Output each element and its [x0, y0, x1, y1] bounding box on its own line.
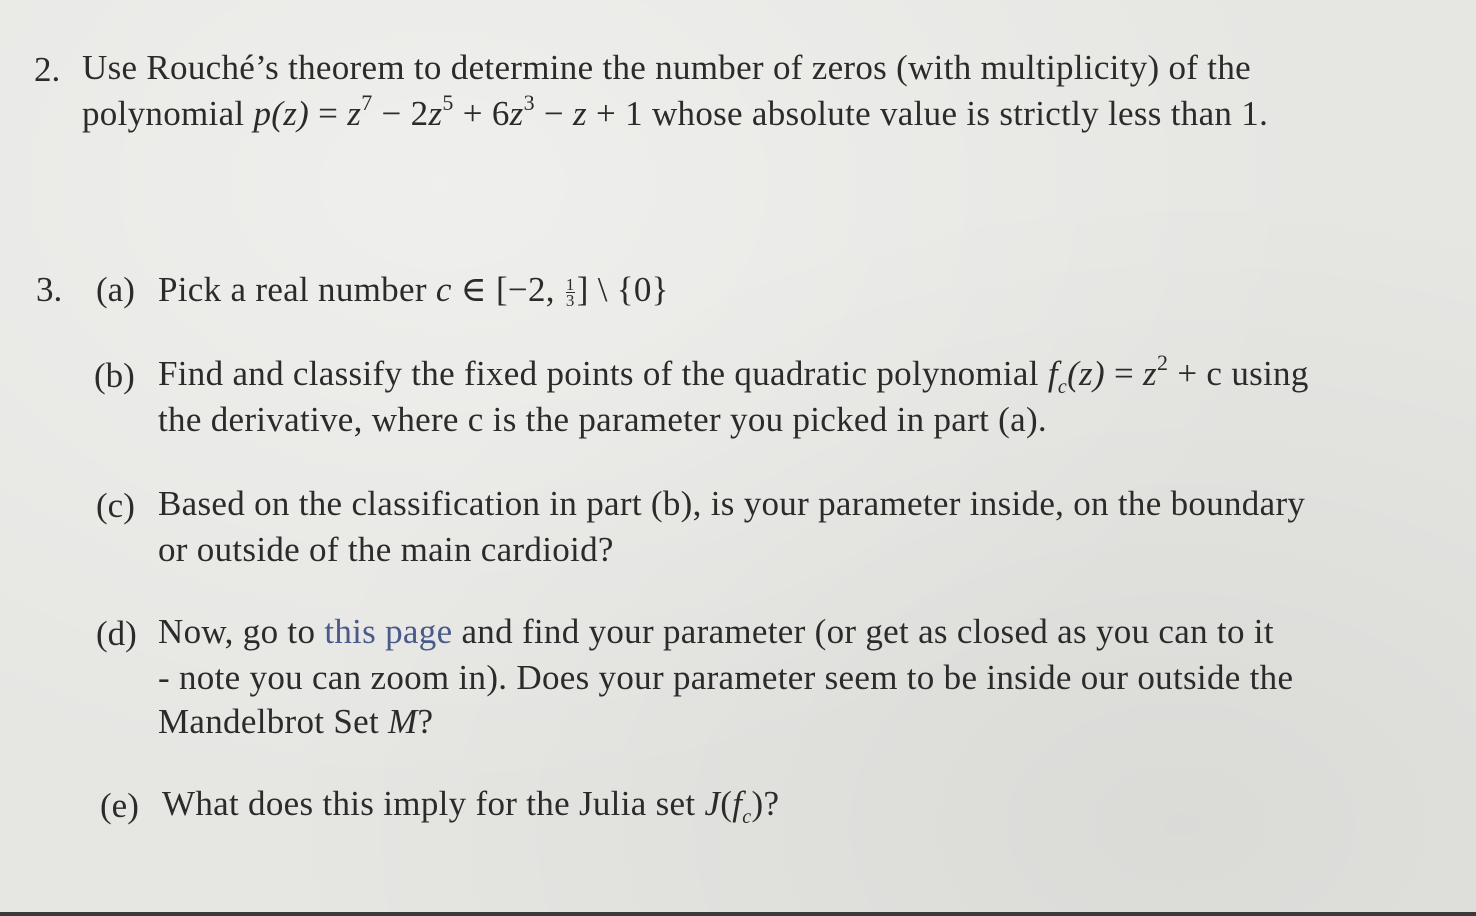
subscript-c: c: [742, 806, 752, 828]
coef-plus-6: + 6: [453, 94, 510, 133]
part-b-label: (b): [94, 356, 135, 395]
exponent-5: 5: [442, 90, 454, 116]
term-z: z: [509, 94, 524, 133]
function-arg: (z): [1067, 354, 1105, 393]
part-e-label: (e): [100, 786, 139, 825]
paren-close: )?: [751, 784, 780, 823]
coef-minus-2: − 2: [372, 94, 429, 133]
part-d-prompt: Now, go to: [158, 612, 325, 651]
exponent-3: 3: [523, 90, 535, 116]
part-d-label: (d): [96, 614, 137, 653]
term-z: z: [573, 94, 587, 133]
fraction-denominator: 3: [565, 291, 575, 311]
mandelbrot-page-link[interactable]: this page: [324, 612, 453, 651]
exponent-2: 2: [1156, 350, 1169, 376]
plus-one: + 1: [586, 94, 643, 133]
part-e-text: [162, 782, 779, 826]
question-mark: ?: [417, 702, 434, 741]
part-c-line-1: Based on the classification in part (b), is your parameter inside, on the boundary: [158, 484, 1306, 523]
part-b-prompt: Find and classify the fixed points of the quadratic polynomial: [158, 354, 1048, 393]
part-a-label: (a): [96, 270, 135, 309]
function-f: f: [732, 784, 743, 823]
polynomial-name: p(z): [253, 94, 310, 133]
julia-symbol: J: [704, 784, 721, 823]
problem-2-text: polynomial: [82, 94, 254, 133]
term-z: z: [1143, 354, 1157, 393]
equals-sign: =: [1104, 354, 1144, 393]
problem-2-text-end: whose absolute value is strictly less than 1.: [642, 94, 1269, 133]
part-b-line-2: the derivative, where c is the parameter you picked in part (a).: [158, 400, 1047, 439]
mandelbrot-symbol: M: [388, 702, 418, 741]
interval-start: ∈ [−2,: [451, 270, 564, 309]
var-c: c: [435, 270, 452, 309]
part-e-prompt: What does this imply for the Julia set: [162, 784, 705, 823]
part-a-text: [158, 268, 669, 312]
part-d-prompt-end: and find your parameter (or get as closed as you can to it: [452, 612, 1274, 651]
interval-end: ] \ {0}: [576, 270, 669, 309]
part-d-line-1: [158, 610, 1274, 654]
problem-2-line-1: Use Rouché’s theorem to determine the number of zeros (with multiplicity) of the: [82, 48, 1251, 87]
fraction-numerator: 1: [565, 275, 575, 295]
plus-c: + c: [1168, 354, 1223, 393]
equals-sign: =: [309, 94, 348, 133]
part-d-line-3: [158, 700, 433, 744]
photo-bottom-edge: [0, 912, 1476, 916]
part-d-line-2: - note you can zoom in). Does your parameter seem to be inside our outside the: [158, 658, 1294, 697]
exponent-7: 7: [361, 90, 373, 116]
mandelbrot-text: Mandelbrot Set: [158, 702, 389, 741]
subscript-c: c: [1057, 376, 1068, 398]
part-c-label: (c): [96, 486, 135, 525]
part-b-prompt-end: using: [1222, 354, 1309, 393]
problem-3-number: 3.: [36, 270, 63, 309]
function-f: f: [1047, 354, 1058, 393]
paren-open: (: [720, 784, 733, 823]
problem-2-line-2: [82, 92, 1268, 136]
minus-sign: −: [534, 94, 574, 133]
part-a-prompt: Pick a real number: [158, 270, 436, 309]
part-b-line-1: [158, 352, 1309, 396]
part-c-line-2: or outside of the main cardioid?: [158, 530, 614, 569]
term-z: z: [347, 94, 362, 133]
term-z: z: [428, 94, 443, 133]
problem-2-number: 2.: [34, 50, 61, 89]
fraction-one-third: [565, 275, 575, 311]
